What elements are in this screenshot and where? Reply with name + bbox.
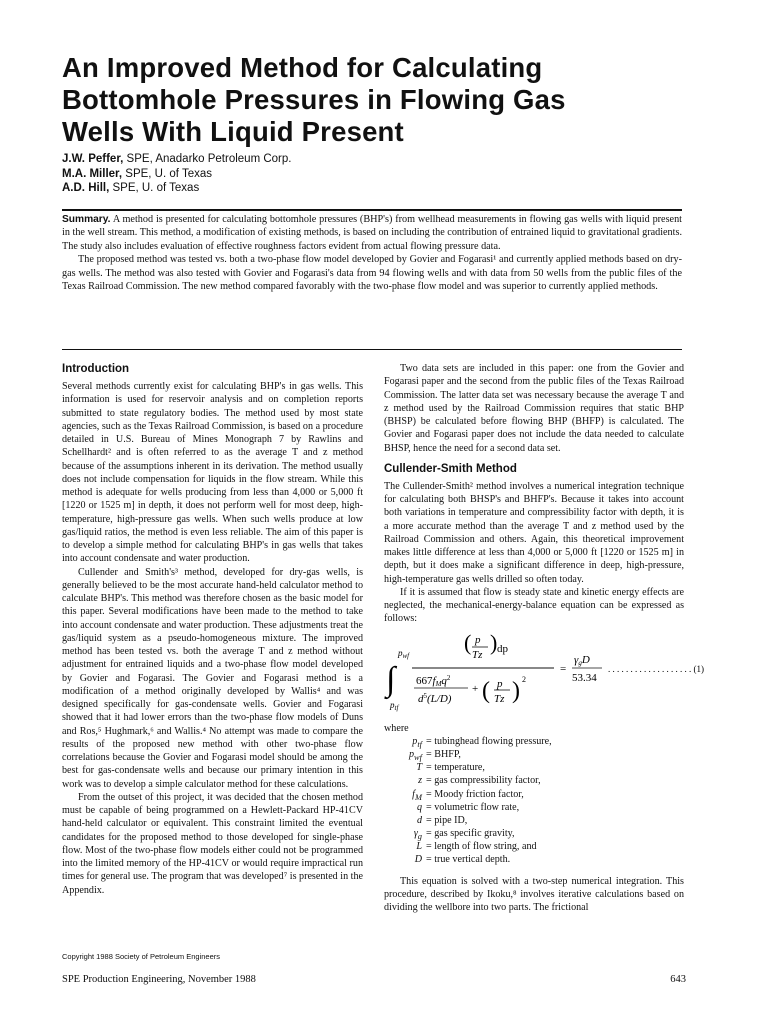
def-symbol: q — [416, 801, 422, 813]
num-tz: Tz — [472, 648, 483, 661]
den-coefficient: 667fMq$^2$ — [416, 673, 451, 688]
def-symbol: d — [416, 814, 422, 826]
def-text: = volumetric flow rate, — [426, 801, 520, 813]
equation-graphic — [384, 629, 704, 720]
den-plus: + — [472, 682, 479, 695]
left-column — [62, 362, 363, 897]
def-text: = temperature, — [426, 762, 485, 774]
upper-limit: $p_{wf}$ — [398, 647, 410, 660]
author-entry — [62, 167, 562, 182]
def-symbol: $p_{wf}$ — [409, 748, 422, 762]
lower-limit: $p_{tf}$ — [390, 699, 399, 712]
rhs-numerator: γgD — [574, 653, 590, 667]
section-heading-cullender-smith: Cullender-Smith Method — [384, 462, 517, 475]
def-text: = length of flow string, and — [426, 841, 537, 853]
body-paragraph: Two data sets are included in this paper: one from the Govier and Fogarasi paper and the second from the public files of the Texas Railroad Commission. The latter data set was necessary because the average T and z method used by the Railroad Commission requires that static BHP (BHSP) be calculated before flowing BHP (BHFP) is calculated. The Govier and Fogarasi paper does not include the data needed to calculate BHSP, hence the need for a second data set. — [384, 363, 684, 454]
integral-sign: ∫ — [386, 660, 396, 698]
body-paragraph: This equation is solved with a two-step numerical integration. This procedure, described by Ikoku,⁸ involves iterative calculations based on dividing the wellbore into two parts. The frictional — [384, 875, 684, 914]
definition-row — [384, 774, 684, 787]
section-heading-introduction: Introduction — [62, 363, 130, 375]
den-square: 2 — [522, 674, 526, 684]
author-affiliation: SPE, Anadarko Petroleum Corp. — [123, 153, 292, 165]
def-text: = BHFP, — [426, 748, 461, 760]
summary-paragraph: The proposed method was tested vs. both a two-phase flow model developed by Govier and Fogarasi¹ and currently applied methods based on dry-gas wells. The method was also tested with Govier and Fogarasi's data from 94 flowing wells and with data from 50 wells from the public files of the Texas Railroad Commission. The new method compared favorably with the two-phase flow model and was superior to currently applied methods. — [62, 254, 682, 293]
def-symbol: D — [414, 854, 422, 866]
def-text: = gas compressibility factor, — [426, 775, 541, 787]
def-symbol: T — [416, 762, 422, 774]
def-text: = gas specific gravity, — [426, 828, 515, 840]
den-divisor: $d^5(L/D)$ — [418, 691, 452, 705]
summary-paragraph — [62, 213, 682, 253]
summary-block — [62, 213, 682, 293]
definition-row — [384, 801, 684, 814]
def-symbol: $p_{tf}$ — [412, 735, 422, 749]
definition-row — [384, 840, 684, 853]
den-tz: Tz — [494, 692, 505, 705]
summary-top-rule — [62, 209, 682, 211]
den-left-paren: ( — [482, 677, 490, 704]
num-left-paren: ( — [464, 629, 472, 655]
title-line: An Improved Method for Calculating — [62, 52, 543, 83]
title-line: Wells With Liquid Present — [62, 116, 404, 147]
author-name: M.A. Miller, — [62, 167, 123, 180]
author-name: A.D. Hill, — [62, 182, 110, 194]
def-symbol: L — [416, 841, 422, 853]
num-p: p — [475, 633, 481, 646]
definition-row — [384, 788, 684, 801]
author-affiliation: SPE, U. of Texas — [109, 182, 200, 194]
def-text: = pipe ID, — [426, 814, 468, 826]
def-symbol: z — [418, 775, 422, 787]
page-number: 643 — [670, 974, 686, 985]
definition-row — [384, 748, 684, 761]
def-text: = Moody friction factor, — [426, 788, 524, 800]
def-text: = tubinghead flowing pressure, — [426, 735, 552, 747]
equation-equals: = — [560, 662, 567, 675]
equation-1 — [384, 629, 704, 720]
definition-list — [384, 735, 684, 867]
author-entry — [62, 152, 562, 167]
body-paragraph: Cullender and Smith's³ method, developed for dry-gas wells, is generally believed to be the most accurate hand-held calculator method to calculate BHP's. This method was therefore chosen as the basic model for this paper. Several modifications have been made to the method to take into account condensate and water production. These adjustments treat the gas/liquid system as a pseudo-homogeneous mixture. The improved method has been tested vs. both the average T and z method without adjustment for entrained liquids and a two-phase flow model developed by Govier and Fogarasi. The Govier and Fogarasi method is a modification of a method originally developed by Wallis⁴ and was designed specifically for gas-condensate wells. Govier and Fogarasi showed that it had lower errors than the two-phase flow models of Duns and Ros,⁵ Hughmark,⁶ and Wallis.⁴ No attempt was made to compare the results of the proposed new method with other two-phase flow correlations because the Govier and Fogarasi model should be among the best for gas-condensate wells and because our primary intention in this work was to develop a simple calculator method for these calculations. — [62, 566, 363, 790]
def-text: = true vertical depth. — [426, 854, 511, 866]
definition-row — [384, 761, 684, 774]
num-dp: dp — [497, 642, 508, 655]
author-entry — [62, 181, 562, 196]
definition-row — [384, 853, 684, 866]
equation-number: . . . . . . . . . . . . . . . . . . . (1) — [608, 663, 704, 674]
body-paragraph: Several methods currently exist for calculating BHP's in gas wells. This information is used for reservoir analysis and on completion reports submitted to state regulatory bodies. The method used by most state agencies, such as the Texas Railroad Commission, is based on a procedure detailed in U.S. Bureau of Mines Monograph 7 by Rawlins and Schellhardt² and is often referred to as the average T and z method because of the assumptions inherent in its derivation. The method usually does not include compensation for liquids in the flow stream. While this method is adequate for wells producing from less than 4,000 or 5,000 ft [1220 or 1525 m] in depth, it does not perform well for most deep, high-temperature, high-pressure gas wells. When such wells produce at low gas/liquid ratios, the method is even less reliable. The aim of this paper is to develop a simple method for calculating BHP's in gas wells that takes into account condensate and water production. — [62, 381, 363, 565]
def-symbol: $f_M$ — [412, 788, 422, 802]
definition-row — [384, 814, 684, 827]
den-p: p — [497, 677, 503, 690]
definition-row — [384, 827, 684, 840]
title-line: Bottomhole Pressures in Flowing Gas — [62, 84, 566, 115]
author-list — [62, 152, 562, 196]
author-name: J.W. Peffer, — [62, 153, 124, 165]
body-paragraph: If it is assumed that flow is steady state and kinetic energy effects are neglected, the mechanical-energy-balance equation can be expressed as follows: — [384, 586, 684, 625]
journal-footer: SPE Production Engineering, November 1988 — [62, 974, 256, 985]
den-right-paren: ) — [512, 677, 520, 704]
summary-lead: Summary. — [62, 214, 111, 225]
summary-bottom-rule — [62, 349, 682, 350]
author-affiliation: SPE, U. of Texas — [122, 167, 212, 180]
definition-row — [384, 735, 684, 748]
body-paragraph: From the outset of this project, it was decided that the chosen method must be capable of being programmed on a Hewlett-Packard HP-41CV hand-held calculator or equivalent. This constraint limited the eventual candidates for the proposed method to those developed for single-phase flow. Most of the two-phase flow models either could not be programmed into the limited memory of the HP-41CV or would require impractical run times for general use. The program that was developed⁷ is presented in the Appendix. — [62, 791, 363, 896]
rhs-denominator: 53.34 — [572, 671, 597, 684]
body-paragraph: The Cullender-Smith² method involves a numerical integration technique for calculating both BHSP's and BHFP's. Because it takes into account both variations in temperature and compressibility factor with depth, it is a more accurate method than the average T and z method used by the Railroad Commission and others. Again, this theoretical improvement makes little difference at less than 4,000 or 5,000 ft [1220 or 1525 m] in depth, but it does make a significant difference in deep, high-pressure, high-temperature gas wells drilled so often today. — [384, 480, 684, 585]
right-column — [384, 362, 704, 914]
copyright-notice: Copyright 1988 Society of Petroleum Engineers — [62, 952, 221, 961]
summary-text: A method is presented for calculating bottomhole pressures (BHP's) from wellhead measurements in flowing gas wells with liquid present in the well stream. This method, a modification of existing methods, is based on including the contribution of entrained liquid to gravitational gradients. The study also includes evaluation of effective roughness factors evident from actual flowing pressure data. — [62, 214, 682, 252]
def-symbol: $\gamma_g$ — [413, 828, 422, 842]
article-title — [62, 52, 722, 148]
num-right-paren: ) — [490, 629, 498, 655]
where-label: where — [384, 722, 409, 734]
